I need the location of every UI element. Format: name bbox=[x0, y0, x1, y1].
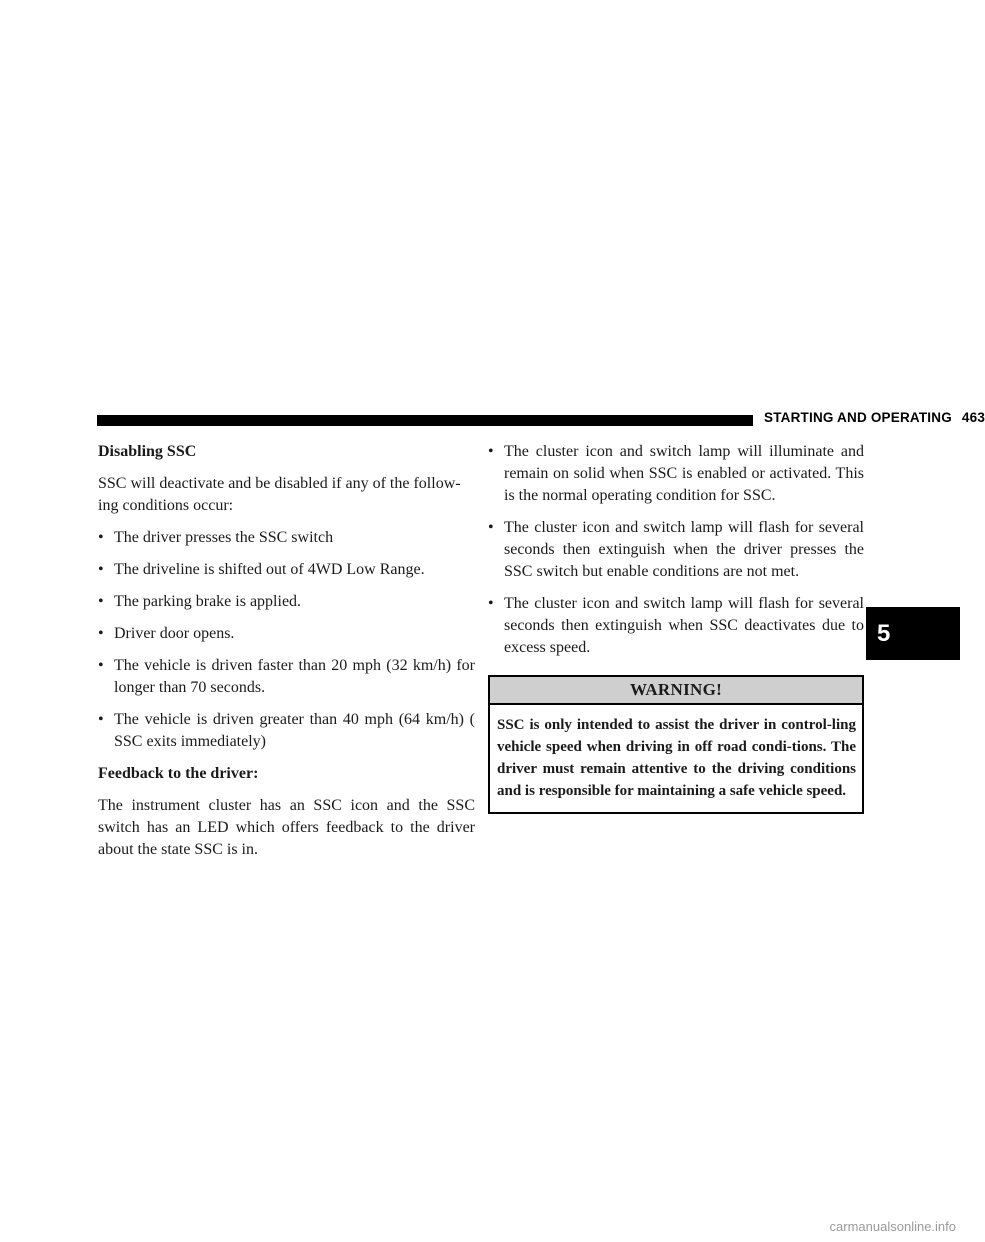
feedback-paragraph: The instrument cluster has an SSC icon and the SSC switch has an LED which offers feedback to the driver about the state SSC is in. bbox=[98, 797, 475, 858]
list-item: • Driver door opens. bbox=[98, 623, 475, 645]
intro-paragraph: SSC will deactivate and be disabled if any of the follow- ing conditions occur: bbox=[98, 475, 461, 514]
watermark: carmanualsonline.info bbox=[829, 1219, 956, 1234]
list-item: • The parking brake is applied. bbox=[98, 591, 475, 613]
list-item: • The cluster icon and switch lamp will flash for several seconds then extinguish when the driver presses the SSC switch but enable conditions are not met. bbox=[488, 519, 864, 580]
bullet-icon: • bbox=[488, 443, 494, 460]
bullet-icon: • bbox=[98, 529, 104, 546]
disable-conditions-list bbox=[98, 527, 475, 753]
warning-title: WARNING! bbox=[490, 677, 862, 705]
bullet-icon: • bbox=[98, 711, 104, 728]
heading-disabling-ssc: Disabling SSC bbox=[98, 443, 197, 460]
bullet-icon: • bbox=[488, 595, 494, 612]
bullet-icon: • bbox=[98, 657, 104, 674]
left-column bbox=[98, 441, 475, 871]
bullet-icon: • bbox=[488, 519, 494, 536]
right-column bbox=[488, 441, 864, 814]
chapter-tab bbox=[866, 607, 960, 660]
bullet-icon: • bbox=[98, 625, 104, 642]
bullet-icon: • bbox=[98, 593, 104, 610]
list-item: • The vehicle is driven faster than 20 mph (32 km/h) for longer than 70 seconds. bbox=[98, 657, 475, 696]
bullet-icon: • bbox=[98, 561, 104, 578]
warning-text: SSC is only intended to assist the driver in control-ling vehicle speed when driving in off road condi-tions. The driver must remain attentive to the driving conditions and is responsible for maintaining a safe vehicle speed. bbox=[497, 717, 856, 799]
warning-box bbox=[488, 675, 864, 814]
running-header bbox=[764, 410, 985, 425]
list-item: • The vehicle is driven greater than 40 mph (64 km/h) ( SSC exits immediately) bbox=[98, 711, 475, 750]
chapter-number: 5 bbox=[877, 620, 891, 647]
page-number: 463 bbox=[961, 410, 985, 425]
list-item: • The cluster icon and switch lamp will flash for several seconds then extinguish when SSC deactivates due to excess speed. bbox=[488, 595, 864, 656]
list-item: • The driver presses the SSC switch bbox=[98, 527, 475, 549]
list-item: • The driveline is shifted out of 4WD Low Range. bbox=[98, 559, 475, 581]
feedback-states-list bbox=[488, 441, 864, 659]
list-item: • The cluster icon and switch lamp will illuminate and remain on solid when SSC is enabled or activated. This is the normal operating condition for SSC. bbox=[488, 443, 864, 504]
section-title: STARTING AND OPERATING bbox=[764, 410, 952, 425]
heading-feedback: Feedback to the driver: bbox=[98, 765, 259, 782]
header-bar bbox=[97, 415, 753, 426]
